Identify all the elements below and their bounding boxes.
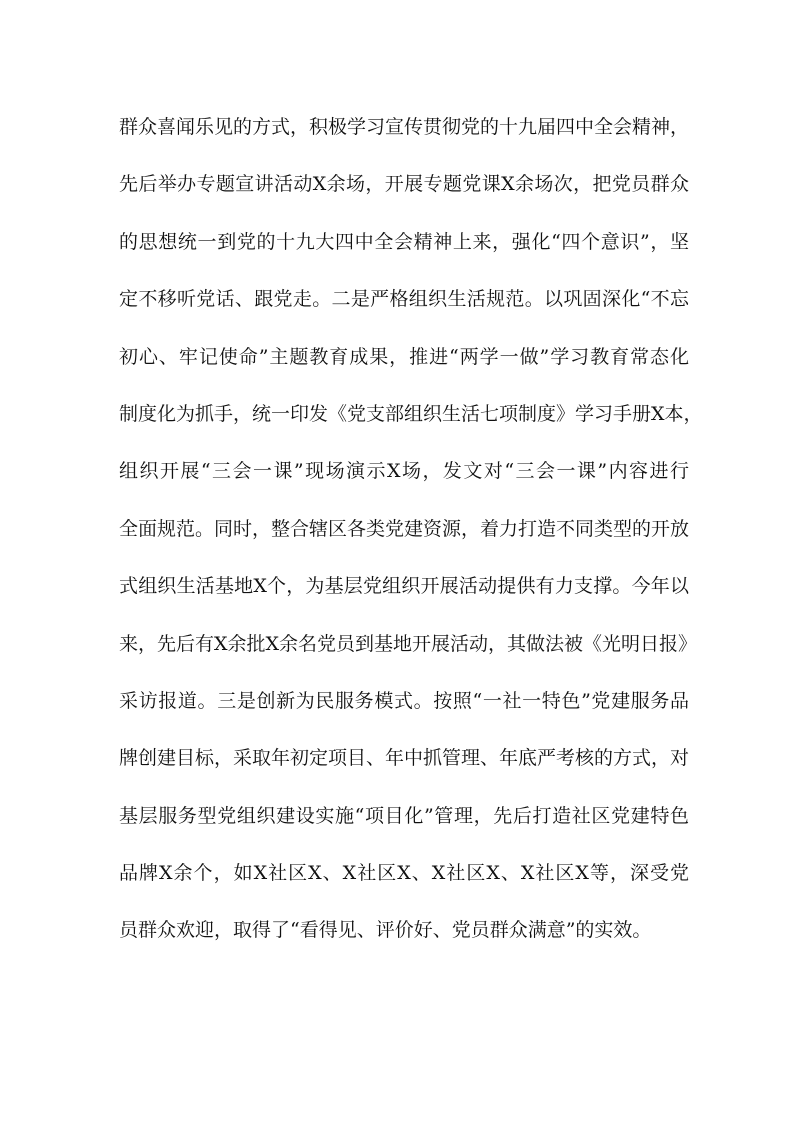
body-line-10: 来，先后有X余批X余名党员到基地开展活动，其做法被《光明日报》 [119, 632, 698, 655]
document-body [119, 110, 703, 971]
body-line-2: 先后举办专题宣讲活动X余场，开展专题党课X余场次，把党员群众 [119, 173, 689, 196]
body-line-14: 品牌X余个，如X社区X、X社区X、X社区X、X社区X等，深受党 [119, 862, 689, 885]
body-line-9: 式组织生活基地X个，为基层党组织开展活动提供有力支撑。今年以 [119, 575, 689, 598]
body-line-1: 群众喜闻乐见的方式，积极学习宣传贯彻党的十九届四中全会精神， [119, 116, 690, 138]
body-line-12: 牌创建目标，采取年初定项目、年中抓管理、年底严考核的方式，对 [119, 747, 690, 770]
body-line-6: 制度化为抓手，统一印发《党支部组织生活七项制度》学习手册X本， [119, 402, 703, 425]
body-line-8: 全面规范。同时，整合辖区各类党建资源，着力打造不同类型的开放 [119, 517, 690, 540]
body-line-5: 初心、牢记使命”主题教育成果，推进“两学一做”学习教育常态化 [119, 345, 689, 368]
body-line-7: 组织开展“三会一课”现场演示X场，发文对“三会一课”内容进行 [119, 460, 689, 483]
body-line-15: 员群众欢迎，取得了“看得见、评价好、党员群众满意”的实效。 [119, 919, 652, 942]
body-line-13: 基层服务型党组织建设实施“项目化”管理，先后打造社区党建特色 [119, 804, 689, 827]
body-line-4: 定不移听党话、跟党走。二是严格组织生活规范。以巩固深化“不忘 [119, 288, 689, 311]
body-line-11: 采访报道。三是创新为民服务模式。按照“一社一特色”党建服务品 [119, 689, 689, 712]
body-line-3: 的思想统一到党的十九大四中全会精神上来，强化“四个意识”，坚 [119, 230, 689, 253]
